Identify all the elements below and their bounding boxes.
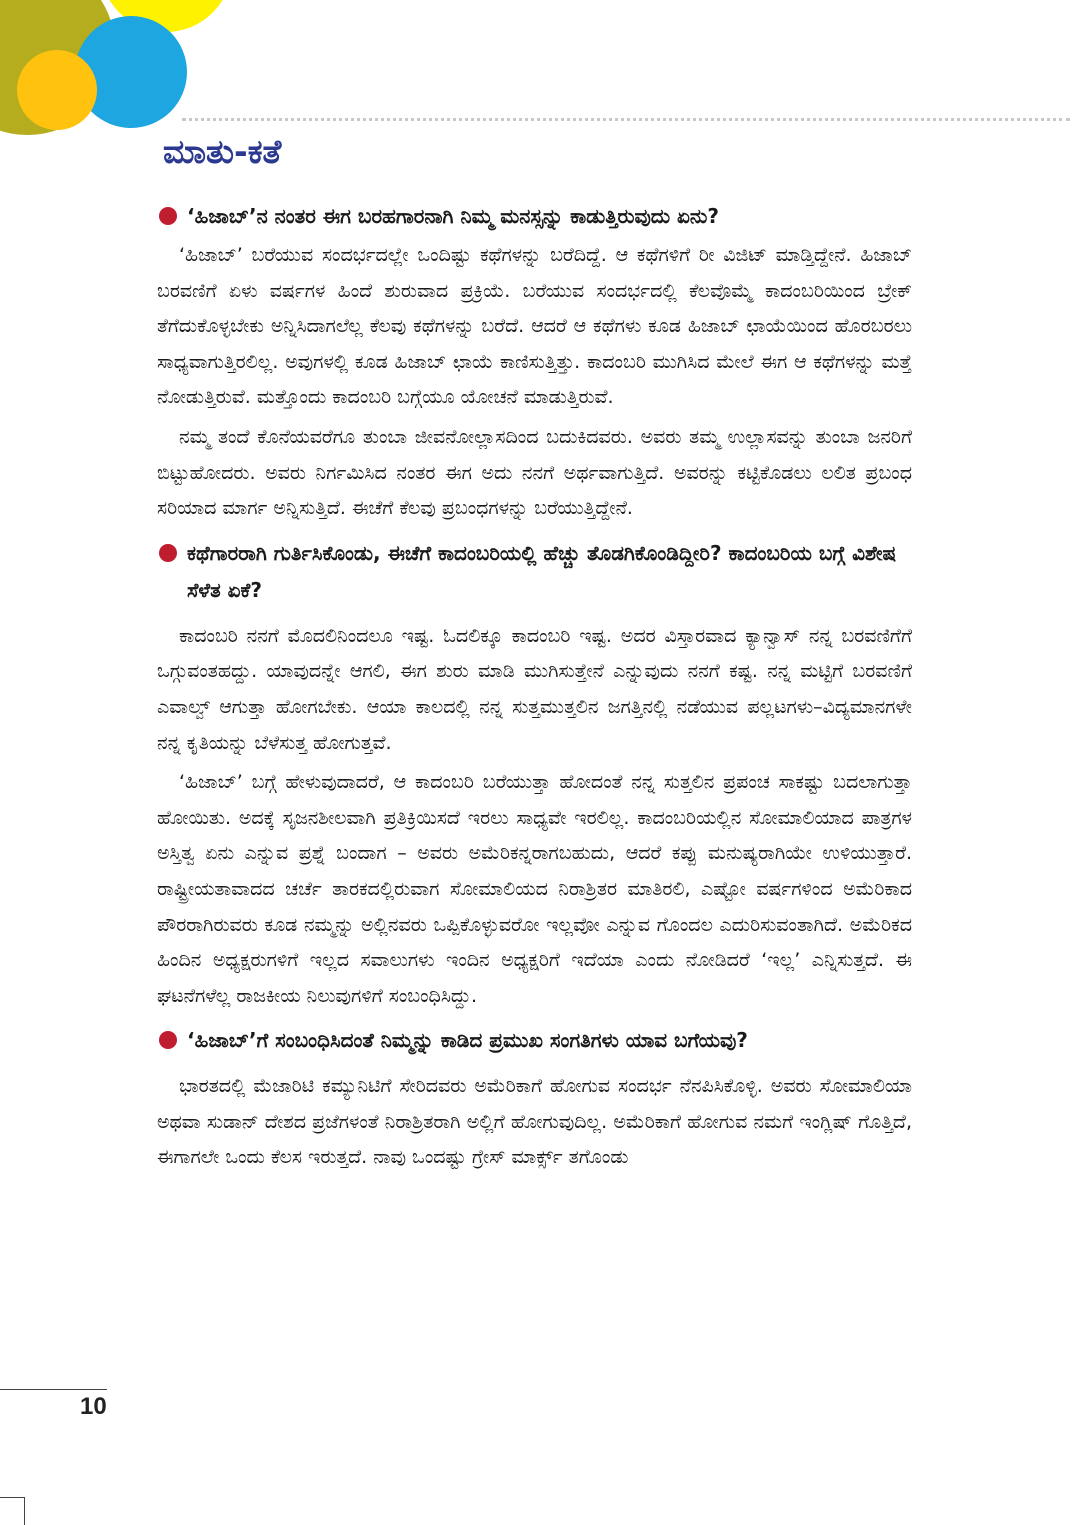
interview-content	[157, 198, 912, 1180]
bullet-icon	[159, 207, 177, 225]
question-1	[157, 198, 912, 235]
decorative-circle-orange	[17, 50, 97, 130]
bullet-icon	[159, 1031, 177, 1049]
question-2	[157, 535, 912, 609]
answer-1-paragraph-2: ನಮ್ಮ ತಂದೆ ಕೊನೆಯವರೆಗೂ ತುಂಬಾ ಜೀವನೋಲ್ಲಾಸದಿಂದ ಬದುಕಿದವರು. ಅವರು ತಮ್ಮ ಉಲ್ಲಾಸವನ್ನು ತುಂಬಾ ಜನರಿಗೆ ಬಿಟ್ಟುಹೋದರು. ಅವರು ನಿರ್ಗಮಿಸಿದ ನಂತರ ಈಗ ಅದು ನನಗೆ ಅರ್ಥವಾಗುತ್ತಿದೆ. ಅವರನ್ನು ಕಟ್ಟಿಕೊಡಲು ಲಲಿತ ಪ್ರಬಂಧ ಸರಿಯಾದ ಮಾರ್ಗ ಅನ್ನಿಸುತ್ತಿದೆ. ಈಚೆಗೆ ಕೆಲವು ಪ್ರಬಂಧಗಳನ್ನು ಬರೆಯುತ್ತಿದ್ದೇನೆ.	[157, 425, 912, 520]
page-number-rule	[0, 1389, 107, 1390]
crop-mark	[24, 1497, 25, 1525]
section-title: ಮಾತು-ಕತೆ	[163, 132, 282, 171]
crop-mark	[0, 1497, 24, 1498]
answer-3-paragraph-1: ಭಾರತದಲ್ಲಿ ಮೆಜಾರಿಟಿ ಕಮ್ಯುನಿಟಿಗೆ ಸೇರಿದವರು ಅಮೆರಿಕಾಗೆ ಹೋಗುವ ಸಂದರ್ಭ ನೆನಪಿಸಿಕೊಳ್ಳಿ. ಅವರು ಸೋಮಾಲಿಯಾ ಅಥವಾ ಸುಡಾನ್ ದೇಶದ ಪ್ರಜೆಗಳಂತೆ ನಿರಾಶ್ರಿತರಾಗಿ ಅಲ್ಲಿಗೆ ಹೋಗುವುದಿಲ್ಲ. ಅಮೆರಿಕಾಗೆ ಹೋಗುವ ನಮಗೆ ಇಂಗ್ಲಿಷ್ ಗೊತ್ತಿದೆ, ಈಗಾಗಲೇ ಒಂದು ಕೆಲಸ ಇರುತ್ತದೆ. ನಾವು ಒಂದಷ್ಟು ಗ್ರೇಸ್ ಮಾರ್ಕ್ಸ್ ತಗೊಂಡು	[157, 1075, 912, 1169]
answer-1-paragraph-1: ‘ಹಿಜಾಬ್’ ಬರೆಯುವ ಸಂದರ್ಭದಲ್ಲೇ ಒಂದಿಷ್ಟು ಕಥೆಗಳನ್ನು ಬರೆದಿದ್ದೆ. ಆ ಕಥೆಗಳಿಗೆ ರೀ ವಿಜಿಟ್ ಮಾಡ್ತಿದ್ದೇನೆ. ಹಿಜಾಬ್ ಬರವಣಿಗೆ ಏಳು ವರ್ಷಗಳ ಹಿಂದೆ ಶುರುವಾದ ಪ್ರಕ್ರಿಯೆ. ಬರೆಯುವ ಸಂದರ್ಭದಲ್ಲಿ ಕೆಲವೊಮ್ಮೆ ಕಾದಂಬರಿಯಿಂದ ಬ್ರೇಕ್ ತೆಗೆದುಕೊಳ್ಳಬೇಕು ಅನ್ನಿಸಿದಾಗಲೆಲ್ಲ ಕೆಲವು ಕಥೆಗಳನ್ನು ಬರೆದೆ. ಆದರೆ ಆ ಕಥೆಗಳು ಕೂಡ ಹಿಜಾಬ್ ಛಾಯೆಯಿಂದ ಹೊರಬರಲು ಸಾಧ್ಯವಾಗುತ್ತಿರಲಿಲ್ಲ. ಅವುಗಳಲ್ಲಿ ಕೂಡ ಹಿಜಾಬ್ ಛಾಯೆ ಕಾಣಿಸುತ್ತಿತ್ತು. ಕಾದಂಬರಿ ಮುಗಿಸಿದ ಮೇಲೆ ಈಗ ಆ ಕಥೆಗಳನ್ನು ಮತ್ತೆ ನೋಡುತ್ತಿರುವೆ. ಮತ್ತೊಂದು ಕಾದಂಬರಿ ಬಗ್ಗೆಯೂ ಯೋಚನೆ ಮಾಡುತ್ತಿರುವೆ.	[157, 244, 912, 409]
page-number: 10	[80, 1393, 107, 1420]
question-3	[157, 1022, 912, 1059]
bullet-icon	[159, 544, 177, 562]
question-2-text: ಕಥೆಗಾರರಾಗಿ ಗುರ್ತಿಸಿಕೊಂಡು, ಈಚೆಗೆ ಕಾದಂಬರಿಯಲ್ಲಿ ಹೆಚ್ಚು ತೊಡಗಿಕೊಂಡಿದ್ದೀರಿ? ಕಾದಂಬರಿಯ ಬಗ್ಗೆ ವಿಶೇಷ ಸೆಳೆತ ಏಕೆ?	[187, 540, 897, 602]
question-3-text: ‘ಹಿಜಾಬ್’ಗೆ ಸಂಬಂಧಿಸಿದಂತೆ ನಿಮ್ಮನ್ನು ಕಾಡಿದ ಪ್ರಮುಖ ಸಂಗತಿಗಳು ಯಾವ ಬಗೆಯವು?	[187, 1028, 748, 1053]
header-dotted-rule	[182, 118, 1070, 121]
answer-2-paragraph-1: ಕಾದಂಬರಿ ನನಗೆ ಮೊದಲಿನಿಂದಲೂ ಇಷ್ಟ. ಓದಲಿಕ್ಕೂ ಕಾದಂಬರಿ ಇಷ್ಟ. ಅದರ ವಿಸ್ತಾರವಾದ ಕ್ಯಾನ್ವಾಸ್ ನನ್ನ ಬರವಣಿಗೆಗೆ ಒಗ್ಗುವಂತಹದ್ದು. ಯಾವುದನ್ನೇ ಆಗಲಿ, ಈಗ ಶುರು ಮಾಡಿ ಮುಗಿಸುತ್ತೇನೆ ಎನ್ನುವುದು ನನಗೆ ಕಷ್ಟ. ನನ್ನ ಮಟ್ಟಿಗೆ ಬರವಣಿಗೆ ಎವಾಲ್ವ್ ಆಗುತ್ತಾ ಹೋಗಬೇಕು. ಆಯಾ ಕಾಲದಲ್ಲಿ ನನ್ನ ಸುತ್ತಮುತ್ತಲಿನ ಜಗತ್ತಿನಲ್ಲಿ ನಡೆಯುವ ಪಲ್ಲಟಗಳು–ವಿದ್ಯಮಾನಗಳೇ ನನ್ನ ಕೃತಿಯನ್ನು ಬೆಳೆಸುತ್ತ ಹೋಗುತ್ತವೆ.	[157, 624, 912, 754]
answer-2-paragraph-2: ‘ಹಿಜಾಬ್’ ಬಗ್ಗೆ ಹೇಳುವುದಾದರೆ, ಆ ಕಾದಂಬರಿ ಬರೆಯುತ್ತಾ ಹೋದಂತೆ ನನ್ನ ಸುತ್ತಲಿನ ಪ್ರಪಂಚ ಸಾಕಷ್ಟು ಬದಲಾಗುತ್ತಾ ಹೋಯಿತು. ಅದಕ್ಕೆ ಸೃಜನಶೀಲವಾಗಿ ಪ್ರತಿಕ್ರಿಯಿಸದೆ ಇರಲು ಸಾಧ್ಯವೇ ಇರಲಿಲ್ಲ. ಕಾದಂಬರಿಯಲ್ಲಿನ ಸೋಮಾಲಿಯಾದ ಪಾತ್ರಗಳ ಅಸ್ತಿತ್ವ ಏನು ಎನ್ನುವ ಪ್ರಶ್ನೆ ಬಂದಾಗ – ಅವರು ಅಮೆರಿಕನ್ನರಾಗಬಹುದು, ಆದರೆ ಕಪ್ಪು ಮನುಷ್ಯರಾಗಿಯೇ ಉಳಿಯುತ್ತಾರೆ. ರಾಷ್ಟ್ರೀಯತಾವಾದದ ಚರ್ಚೆ ತಾರಕದಲ್ಲಿರುವಾಗ ಸೋಮಾಲಿಯದ ನಿರಾಶ್ರಿತರ ಮಾತಿರಲಿ, ಎಷ್ಟೋ ವರ್ಷಗಳಿಂದ ಅಮೆರಿಕಾದ ಪೌರರಾಗಿರುವರು ಕೂಡ ನಮ್ಮನ್ನು ಅಲ್ಲಿನವರು ಒಪ್ಪಿಕೊಳ್ಳುವರೋ ಇಲ್ಲವೋ ಎನ್ನುವ ಗೊಂದಲ ಎದುರಿಸುವಂತಾಗಿದೆ. ಅಮೆರಿಕದ ಹಿಂದಿನ ಅಧ್ಯಕ್ಷರುಗಳಿಗೆ ಇಲ್ಲದ ಸವಾಲುಗಳು ಇಂದಿನ ಅಧ್ಯಕ್ಷರಿಗೆ ಇದೆಯಾ ಎಂದು ನೋಡಿದರೆ ‘ಇಲ್ಲ’ ಎನ್ನಿಸುತ್ತದೆ. ಈ ಘಟನೆಗಳೆಲ್ಲ ರಾಜಕೀಯ ನಿಲುವುಗಳಿಗೆ ಸಂಬಂಧಿಸಿದ್ದು.	[157, 771, 912, 1007]
question-1-text: ‘ಹಿಜಾಬ್’ನ ನಂತರ ಈಗ ಬರಹಗಾರನಾಗಿ ನಿಮ್ಮ ಮನಸ್ಸನ್ನು ಕಾಡುತ್ತಿರುವುದು ಏನು?	[187, 204, 720, 228]
